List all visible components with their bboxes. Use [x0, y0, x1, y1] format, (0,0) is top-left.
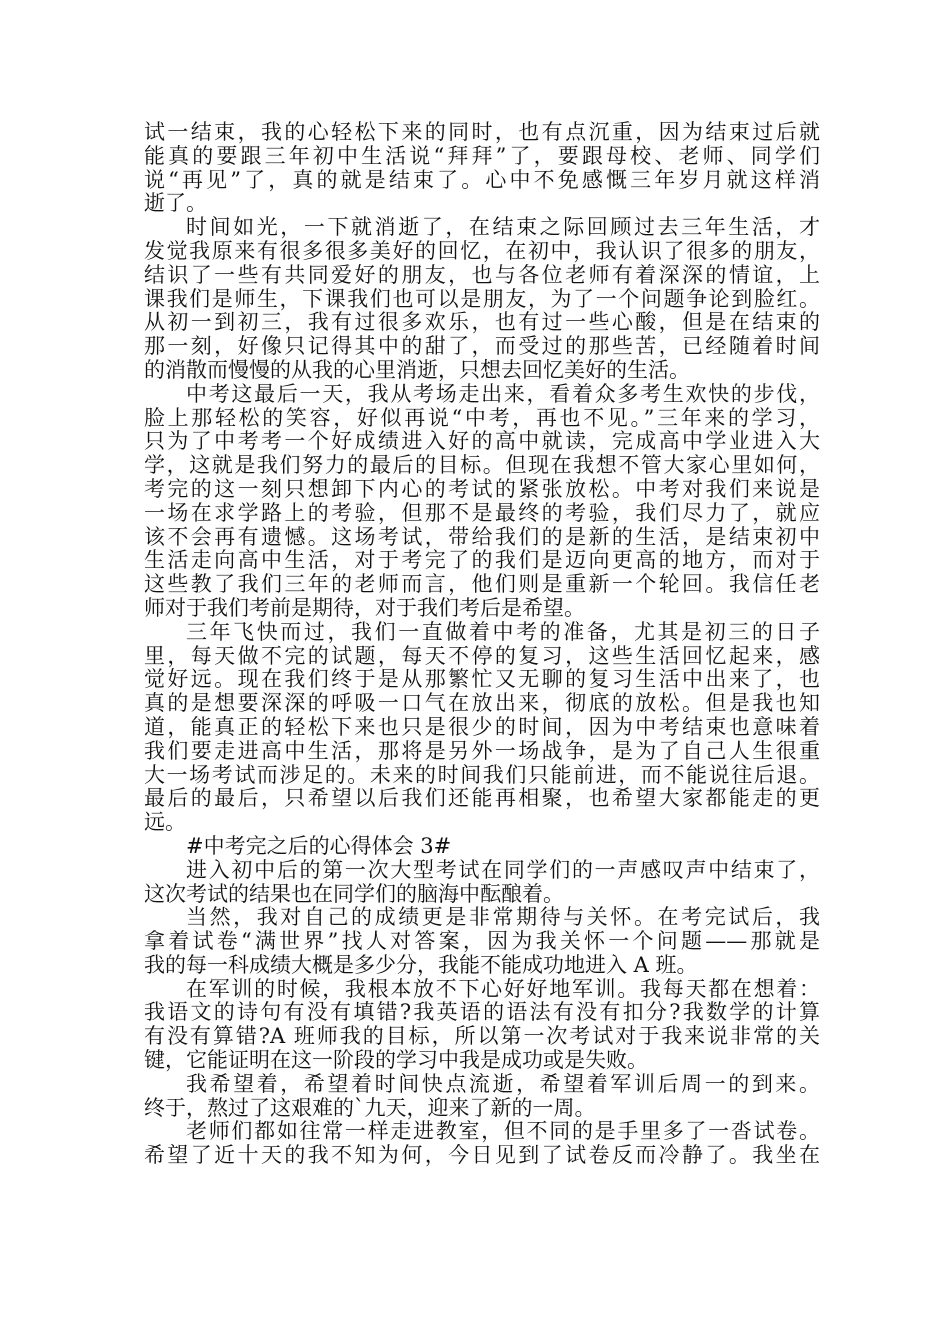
text-line: 有没有算错?A 班师我的目标，所以第一次考试对于我来说非常的关 [144, 1024, 820, 1049]
text-line: 脸上那轻松的笑容，好似再说“中考，再也不见。”三年来的学习， [144, 405, 820, 430]
text-line: 试一结束，我的心轻松下来的同时，也有点沉重，因为结束过后就 [144, 120, 820, 144]
text-line: 我语文的诗句有没有填错?我英语的语法有没有扣分?我数学的计算 [144, 1000, 820, 1025]
paragraph [144, 835, 820, 859]
paragraph [144, 1120, 820, 1168]
text-line: 师对于我们考前是期待，对于我们考后是希望。 [144, 595, 585, 620]
paragraph [144, 859, 820, 907]
text-line: 发觉我原来有很多很多美好的回忆，在初中，我认识了很多的朋友， [144, 238, 820, 263]
text-line: 觉好远。现在我们终于是从那繁忙又无聊的复习生活中出来了，也 [144, 667, 820, 692]
text-line: 里，每天做不完的试题，每天不停的复习，这些生活回忆起来，感 [144, 643, 820, 668]
paragraph [144, 383, 820, 621]
text-line: 结识了一些有共同爱好的朋友，也与各位老师有着深深的情谊，上 [144, 262, 820, 287]
text-line: 我的每一科成绩大概是多少分，我能不能成功地进入 A 班。 [144, 952, 698, 977]
text-line: 说“再见”了，真的就是结束了。心中不免感慨三年岁月就这样消 [144, 167, 820, 192]
text-line: 终于，熬过了这艰难的`九天，迎来了新的一周。 [144, 1095, 596, 1120]
text-line: 该不会再有遗憾。这场考试，带给我们的是新的生活，是结束初中 [144, 524, 820, 549]
text-line: 最后的最后，只希望以后我们还能再相聚，也希望大家都能走的更 [144, 786, 820, 811]
text-line: 键，它能证明在这一阶段的学习中我是成功或是失败。 [144, 1048, 648, 1073]
text-line: 学，这就是我们努力的最后的目标。但现在我想不管大家心里如何， [144, 453, 820, 478]
text-line: 这些教了我们三年的老师而言，他们则是重新一个轮回。我信任老 [144, 572, 820, 597]
text-line: 拿着试卷“满世界”找人对答案，因为我关怀一个问题——那就是 [144, 929, 820, 954]
text-line: 时间如光，一下就消逝了，在结束之际回顾过去三年生活，才 [186, 215, 820, 240]
text-line: 道，能真正的轻松下来也只是很少的时间，因为中考结束也意味着 [144, 714, 820, 739]
text-line: 能真的要跟三年初中生活说“拜拜”了，要跟母校、老师、同学们 [144, 143, 820, 168]
text-line: 逝了。 [144, 191, 207, 216]
text-line: 中考这最后一天，我从考场走出来，看着众多考生欢快的步伐， [186, 381, 820, 406]
text-line: #中考完之后的心得体会 3# [186, 833, 452, 858]
text-line: 远。 [144, 810, 186, 835]
text-line: 课我们是师生，下课我们也可以是朋友，为了一个问题争论到脸红。 [144, 286, 820, 311]
text-line: 我们要走进高中生活，那将是另外一场战争，是为了自己人生很重 [144, 738, 820, 763]
text-line: 生活走向高中生活，对于考完了的我们是迈向更高的地方，而对于 [144, 548, 820, 573]
paragraph [144, 216, 820, 383]
text-line: 从初一到初三，我有过很多欢乐，也有过一些心酸，但是在结束的 [144, 310, 820, 335]
paragraph [144, 1073, 820, 1121]
text-line: 的消散而慢慢的从我的心里消逝，只想去回忆美好的生活。 [144, 357, 690, 382]
text-line: 真的是想要深深的呼吸一口气在放出来，彻底的放松。但是我也知 [144, 691, 820, 716]
text-line: 三年飞快而过，我们一直做着中考的准备，尤其是初三的日子 [186, 619, 820, 644]
text-line: 当然，我对自己的成绩更是非常期待与关怀。在考完试后，我 [186, 905, 820, 930]
text-line: 那一刻，好像只记得其中的甜了，而受过的那些苦，已经随着时间 [144, 334, 820, 359]
paragraph [144, 978, 820, 1073]
text-line: 希望了近十天的我不知为何，今日见到了试卷反而冷静了。我坐在 [144, 1143, 820, 1168]
document-body [144, 121, 820, 1168]
text-line: 老师们都如往常一样走进教室，但不同的是手里多了一沓试卷。 [186, 1119, 820, 1144]
text-line: 大一场考试而涉足的。未来的时间我们只能前进，而不能说往后退。 [144, 762, 820, 787]
paragraph [144, 621, 820, 835]
text-line: 进入初中后的第一次大型考试在同学们的一声感叹声中结束了， [186, 857, 820, 882]
text-line: 我希望着，希望着时间快点流逝，希望着军训后周一的到来。 [186, 1071, 820, 1096]
text-line: 只为了中考考一个好成绩进入好的高中就读，完成高中学业进入大 [144, 429, 820, 454]
paragraph [144, 906, 820, 977]
text-line: 一场在求学路上的考验，但那不是最终的考验，我们尽力了，就应 [144, 500, 820, 525]
text-line: 考完的这一刻只想卸下内心的考试的紧张放松。中考对我们来说是 [144, 476, 820, 501]
text-line: 在军训的时候，我根本放不下心好好地军训。我每天都在想着： [186, 976, 820, 1001]
paragraph [144, 121, 820, 216]
text-line: 这次考试的结果也在同学们的脑海中酝酿着。 [144, 881, 564, 906]
